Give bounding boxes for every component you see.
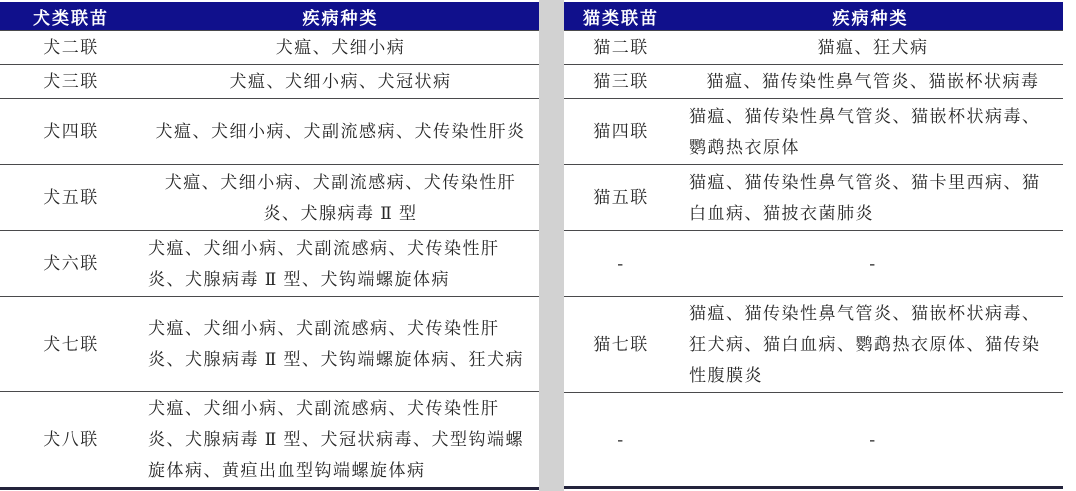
disease-list-cell: 猫瘟、猫传染性鼻气管炎、猫嵌杯状病毒、鹦鹉热衣原体: [689, 106, 1041, 157]
cat-disease-column-header: 疾病种类: [678, 2, 1063, 31]
vaccine-name-cell: 猫七联: [593, 335, 649, 354]
table-row: [564, 231, 1063, 297]
table-row: [564, 297, 1063, 393]
disease-list-cell: 犬瘟、犬细小病、犬副流感病、犬传染性肝炎、犬腺病毒 Ⅱ 型、犬钩端螺旋体病: [148, 238, 500, 289]
dog-vaccine-column-header: 犬类联苗: [0, 2, 142, 31]
disease-list-cell: 猫瘟、狂犬病: [817, 38, 929, 57]
cat-table-container: [564, 0, 1063, 491]
vaccine-name-cell: -: [617, 430, 625, 449]
vaccine-name-cell: 猫五联: [593, 188, 649, 207]
disease-list-cell: 犬瘟、犬细小病: [275, 38, 406, 57]
disease-list-cell: 犬瘟、犬细小病、犬副流感病、犬传染性肝炎、犬腺病毒 Ⅱ 型、犬钩端螺旋体病、狂犬病: [148, 319, 525, 369]
table-row: [0, 231, 539, 297]
table-row: [564, 65, 1063, 99]
disease-list-cell: 犬瘟、犬细小病、犬冠状病: [229, 72, 452, 91]
cat-vaccine-table: [564, 2, 1063, 489]
disease-list-cell: -: [869, 430, 877, 449]
disease-list-cell: -: [869, 254, 877, 273]
table-row: [0, 99, 539, 165]
table-row: [0, 65, 539, 99]
disease-list-cell: 犬瘟、犬细小病、犬副流感病、犬传染性肝炎: [155, 122, 526, 141]
table-row: [564, 393, 1063, 488]
table-row: [564, 165, 1063, 231]
disease-list-cell: 犬瘟、犬细小病、犬副流感病、犬传染性肝炎、犬腺病毒 Ⅱ 型、犬冠状病毒、犬型钩端螺旋体病、黄疸出血型钩端螺旋体病: [148, 399, 525, 480]
table-row: [564, 31, 1063, 65]
table-row: [0, 165, 539, 231]
table-row: [0, 31, 539, 65]
vaccine-name-cell: 犬六联: [43, 254, 99, 273]
vaccine-name-cell: 犬八联: [43, 430, 99, 449]
vaccine-name-cell: -: [617, 254, 625, 273]
vaccine-name-cell: 犬四联: [43, 122, 99, 141]
vaccine-name-cell: 犬三联: [43, 72, 99, 91]
cat-vaccine-column-header: 猫类联苗: [564, 2, 678, 31]
table-row: [564, 99, 1063, 165]
table-row: [0, 392, 539, 489]
vertical-gray-divider: [539, 0, 564, 491]
cat-table-header-row: [564, 2, 1063, 31]
dog-table-header-row: [0, 2, 539, 31]
vaccine-name-cell: 犬七联: [43, 334, 99, 354]
disease-list-cell: 猫瘟、猫传染性鼻气管炎、猫嵌杯状病毒、狂犬病、猫白血病、鹦鹉热衣原体、猫传染性腹膜炎: [689, 304, 1041, 385]
disease-list-cell: 犬瘟、犬细小病、犬副流感病、犬传染性肝炎、犬腺病毒 Ⅱ 型: [164, 172, 517, 223]
vaccine-name-cell: 猫二联: [593, 38, 649, 57]
table-row: [0, 297, 539, 392]
vaccine-name-cell: 犬二联: [43, 38, 99, 57]
disease-list-cell: 猫瘟、猫传染性鼻气管炎、猫卡里西病、猫白血病、猫披衣菌肺炎: [689, 172, 1041, 223]
vaccine-name-cell: 猫四联: [593, 122, 649, 141]
vaccine-name-cell: 犬五联: [43, 188, 99, 207]
vaccine-name-cell: 猫三联: [593, 72, 649, 91]
dog-disease-column-header: 疾病种类: [142, 2, 539, 31]
disease-list-cell: 猫瘟、猫传染性鼻气管炎、猫嵌杯状病毒: [706, 72, 1040, 91]
dog-vaccine-table: [0, 2, 539, 490]
